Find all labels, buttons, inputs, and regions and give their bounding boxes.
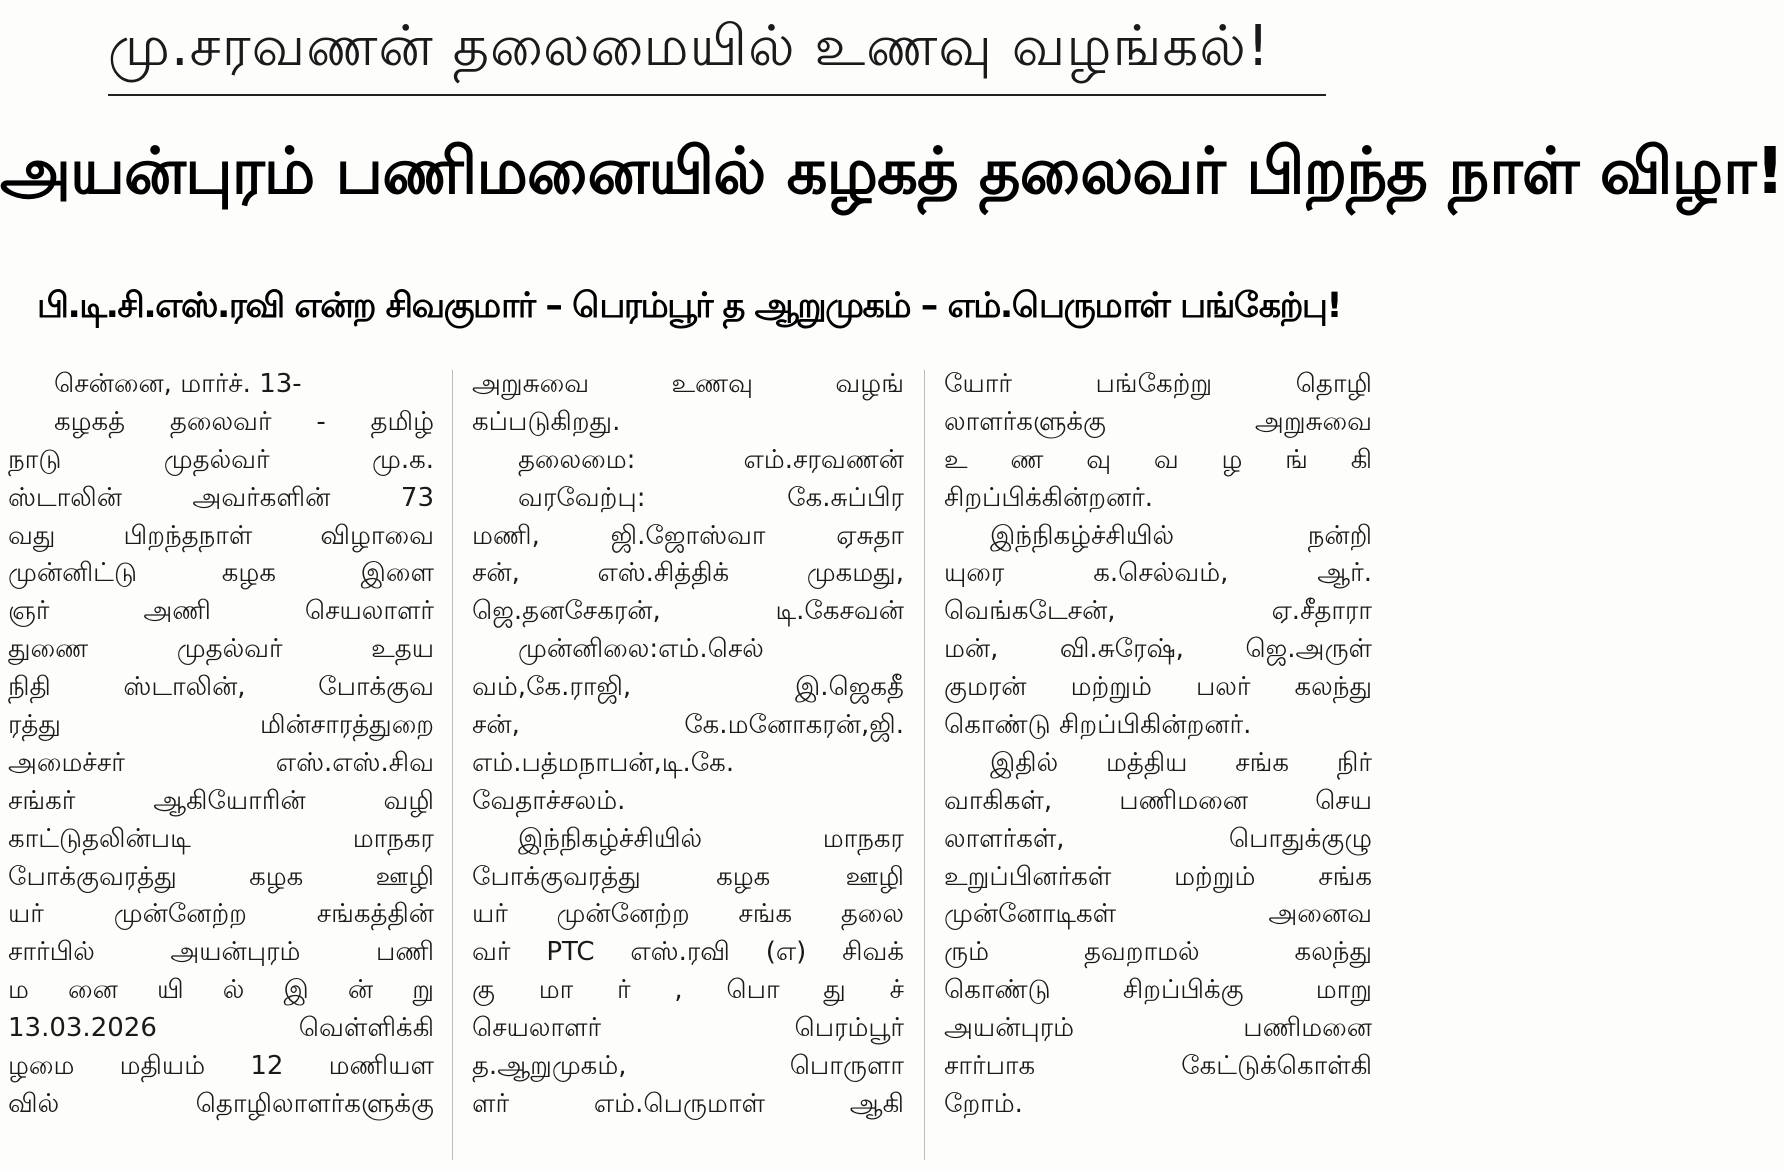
article-line: துணை முதல்வர் உதய	[8, 634, 434, 665]
article-line: வில் தொழிலாளர்களுக்கு	[8, 1088, 434, 1119]
article-line: லாளர்கள், பொதுக்குழு	[944, 823, 1372, 854]
article-column-1	[8, 366, 434, 1124]
article-line: காட்டுதலின்படி மாநகர	[8, 823, 434, 854]
article-line: யர் முன்னேற்ற சங்க தலை	[472, 899, 904, 930]
article-line: வது பிறந்தநாள் விழாவை	[8, 520, 434, 551]
article-line: யர் முன்னேற்ற சங்கத்தின்	[8, 899, 434, 930]
article-line: கழகத் தலைவர் - தமிழ்	[54, 406, 434, 437]
article-line: சார்பில் அயன்புரம் பணி	[8, 937, 434, 968]
article-line: றோம்.	[944, 1088, 1023, 1119]
article-line: லாளர்களுக்கு அறுசுவை	[944, 406, 1372, 437]
article-column-2	[472, 366, 904, 1124]
article-line: வாகிகள், பணிமனை செய	[944, 785, 1372, 816]
article-line: இதில் மத்திய சங்க நிர்	[990, 747, 1372, 778]
article-line: சன், எஸ்.சித்திக் முகமது,	[472, 558, 904, 589]
column-divider	[452, 370, 453, 1160]
headline-divider	[108, 94, 1326, 96]
article-line: ரத்து மின்சாரத்துறை	[8, 710, 434, 741]
article-line: நிதி ஸ்டாலின், போக்குவ	[8, 672, 434, 703]
article-line: ளர் எம்.பெருமாள் ஆகி	[472, 1088, 904, 1119]
article-line: நாடு முதல்வர் மு.க.	[8, 444, 434, 475]
article-line: யுரை க.செல்வம், ஆர்.	[944, 558, 1372, 589]
subheadline: பி.டி.சி.எஸ்.ரவி என்ற சிவகுமார் – பெரம்பூர் த ஆறுமுகம் – எம்.பெருமாள் பங்கேற்பு!	[37, 286, 1341, 326]
article-line: சன், கே.மனோகரன்,ஜி.	[472, 710, 904, 741]
article-line: இந்நிகழ்ச்சியில் மாநகர	[518, 823, 904, 854]
article-line: வேதாச்சலம்.	[472, 785, 626, 816]
article-line: உ ண வு வ ழ ங் கி	[944, 444, 1372, 475]
article-line: முன்னோடிகள் அனைவ	[944, 899, 1372, 930]
article-column-3	[944, 366, 1372, 1124]
article-line: சார்பாக கேட்டுக்கொள்கி	[944, 1051, 1372, 1082]
article-line: தலைமை: எம்.சரவணன்	[518, 444, 904, 475]
article-line: வம்,கே.ராஜி, இ.ஜெகதீ	[472, 672, 904, 703]
article-line: கு மா ர் , பொ து ச்	[472, 975, 904, 1006]
article-line: மணி, ஜி.ஜோஸ்வா ஏசுதா	[472, 520, 904, 551]
article-line: த.ஆறுமுகம், பொருளா	[472, 1051, 904, 1082]
article-line: கப்படுகிறது.	[472, 406, 621, 437]
article-line: போக்குவரத்து கழக ஊழி	[8, 861, 434, 892]
column-divider	[924, 370, 925, 1160]
article-line: சென்னை, மார்ச். 13-	[54, 369, 302, 399]
article-line: அயன்புரம் பணிமனை	[944, 1013, 1372, 1044]
headline-top: மு.சரவணன் தலைமையில் உணவு வழங்கல்!	[107, 14, 1271, 79]
article-line: சிறப்பிக்கின்றனர்.	[944, 482, 1154, 513]
article-line: குமரன் மற்றும் பலர் கலந்து	[944, 672, 1372, 703]
article-line: மன், வி.சுரேஷ், ஜெ.அருள்	[944, 634, 1372, 665]
article-line: அமைச்சர் எஸ்.எஸ்.சிவ	[8, 747, 434, 778]
article-line: யோர் பங்கேற்று தொழி	[944, 369, 1372, 399]
article-line: ஸ்டாலின் அவர்களின் 73	[8, 482, 434, 513]
article-line: இந்நிகழ்ச்சியில் நன்றி	[990, 520, 1372, 551]
article-line: ழமை மதியம் 12 மணியள	[8, 1051, 434, 1082]
article-line: முன்னிலை:எம்.செல்	[518, 634, 764, 665]
article-line: ம னை யி ல் இ ன் று	[8, 975, 434, 1006]
article-line: 13.03.2026 வெள்ளிக்கி	[8, 1013, 434, 1044]
article-line: சங்கர் ஆகியோரின் வழி	[8, 785, 434, 816]
article-line: கொண்டு சிறப்பிக்கு மாறு	[944, 975, 1372, 1006]
article-line: முன்னிட்டு கழக இளை	[8, 558, 434, 589]
article-line: அறுசுவை உணவு வழங்	[472, 369, 904, 399]
article-line: போக்குவரத்து கழக ஊழி	[472, 861, 904, 892]
article-line: வர் PTC எஸ்.ரவி (எ) சிவக்	[472, 937, 904, 968]
headline-main: அயன்புரம் பணிமனையில் கழகத் தலைவர் பிறந்த நாள் விழா!	[0, 135, 1784, 209]
article-line: செயலாளர் பெரம்பூர்	[472, 1013, 904, 1044]
article-line: ஜெ.தனசேகரன், டி.கேசவன்	[472, 596, 904, 627]
article-line: வரவேற்பு: கே.சுப்பிர	[518, 482, 904, 513]
article-line: வெங்கடேசன், ஏ.சீதாரா	[944, 596, 1372, 627]
article-line: கொண்டு சிறப்பிகின்றனர்.	[944, 710, 1252, 741]
article-line: எம்.பத்மநாபன்,டி.கே.	[472, 747, 735, 778]
article-line: ஞர் அணி செயலாளர்	[8, 596, 434, 627]
article-line: ரும் தவறாமல் கலந்து	[944, 937, 1372, 968]
article-line: உறுப்பினர்கள் மற்றும் சங்க	[944, 861, 1372, 892]
